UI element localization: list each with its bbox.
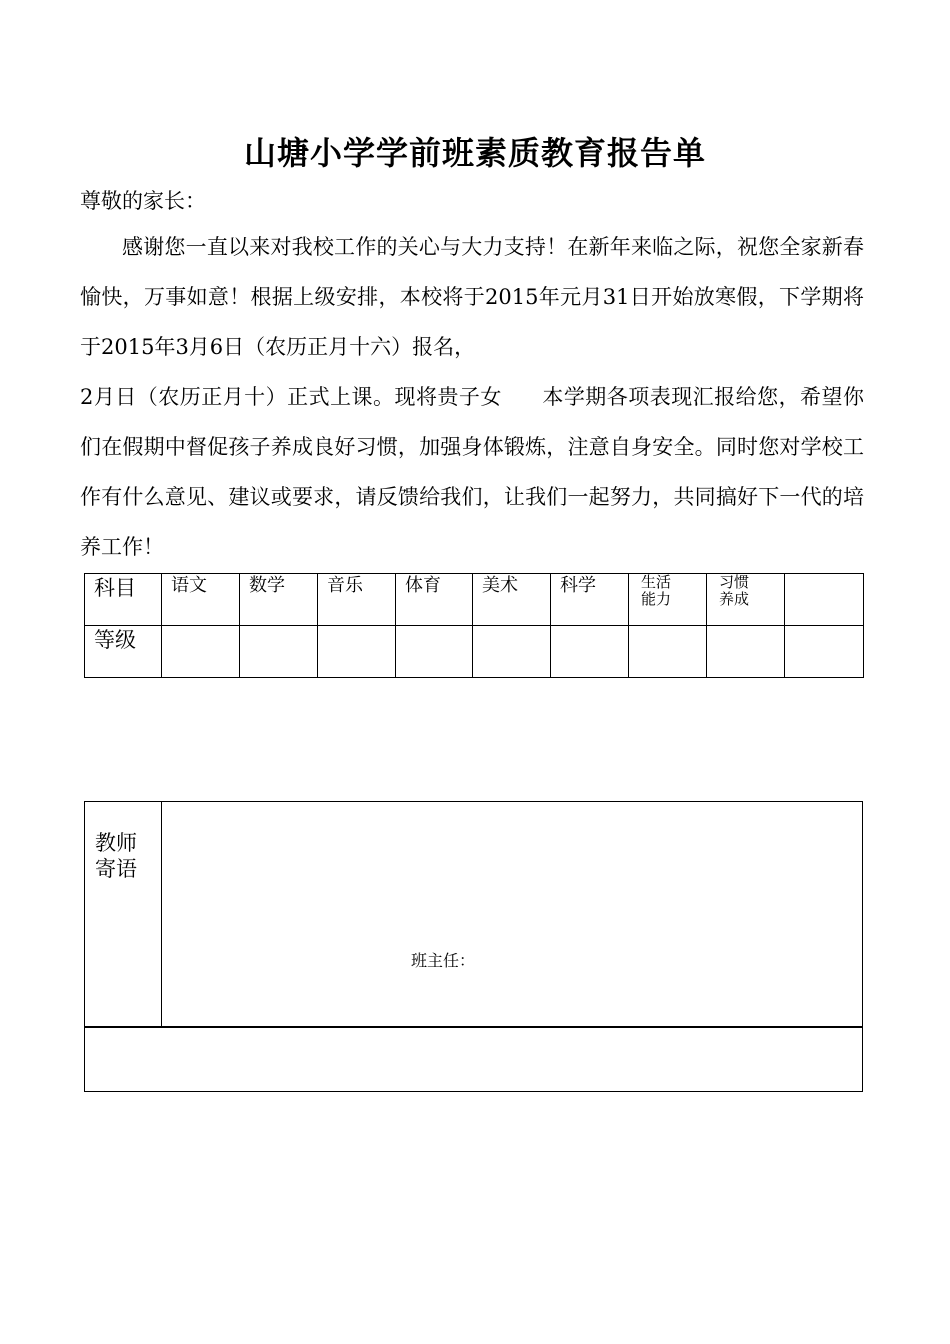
grade-cell[interactable] — [629, 626, 707, 678]
teacher-comment-label-line-1: 教师 — [95, 831, 137, 855]
grade-cell[interactable] — [396, 626, 473, 678]
grade-header-cell: 等级 — [85, 626, 162, 678]
grade-row — [85, 626, 864, 678]
grade-cell[interactable] — [240, 626, 318, 678]
salutation: 尊敬的家长： — [80, 189, 206, 213]
subject-cell-life-skills — [629, 574, 707, 626]
subject-row — [85, 574, 864, 626]
subject-cell-math: 数学 — [240, 574, 318, 626]
subject-cell-habits — [707, 574, 785, 626]
teacher-comment-label — [85, 802, 162, 1026]
subject-habit-line-2: 养成 — [719, 590, 750, 608]
grade-cell[interactable] — [785, 626, 864, 678]
subject-cell-empty — [785, 574, 864, 626]
comment-divider — [85, 1026, 862, 1028]
subject-cell-music: 音乐 — [318, 574, 396, 626]
subject-cell-art: 美术 — [473, 574, 551, 626]
teacher-comment-box — [84, 801, 863, 1092]
teacher-comment-label-line-2: 寄语 — [95, 857, 137, 881]
subject-life-line-1: 生活 — [641, 573, 672, 591]
grade-cell[interactable] — [551, 626, 629, 678]
head-teacher-label: 班主任： — [411, 951, 476, 970]
letter-body — [80, 222, 864, 572]
grade-cell[interactable] — [318, 626, 396, 678]
grade-cell[interactable] — [162, 626, 240, 678]
grades-table — [84, 573, 864, 678]
subject-cell-science: 科学 — [551, 574, 629, 626]
letter-paragraph-2-start: 2月日（农历正月十）正式上课。现将贵子女 — [80, 385, 502, 409]
grade-cell[interactable] — [473, 626, 551, 678]
subject-life-line-2: 能力 — [641, 590, 672, 608]
grade-cell[interactable] — [707, 626, 785, 678]
subject-habit-line-1: 习惯 — [719, 573, 750, 591]
subject-cell-chinese: 语文 — [162, 574, 240, 626]
letter-paragraph-2-end: 本学期各项表现汇报给您，希望你们在假期中督促孩子养成良好习惯，加强身体锻炼，注意自身安全。同时您对学校工作有什么意见、建议或要求，请反馈给我们，让我们一起努力，共同搞好下一代的培养工作！ — [80, 385, 865, 559]
document-title: 山塘小学学前班素质教育报告单 — [243, 134, 706, 172]
subject-header-cell: 科目 — [85, 574, 162, 626]
letter-paragraph-1: 感谢您一直以来对我校工作的关心与大力支持！在新年来临之际，祝您全家新春愉快，万事如意！根据上级安排，本校将于2015年元月31日开始放寒假，下学期将于2015年3月6日（农历正月十六）报名， — [80, 235, 864, 359]
subject-cell-pe: 体育 — [396, 574, 473, 626]
letter-paragraph-2 — [80, 372, 864, 572]
